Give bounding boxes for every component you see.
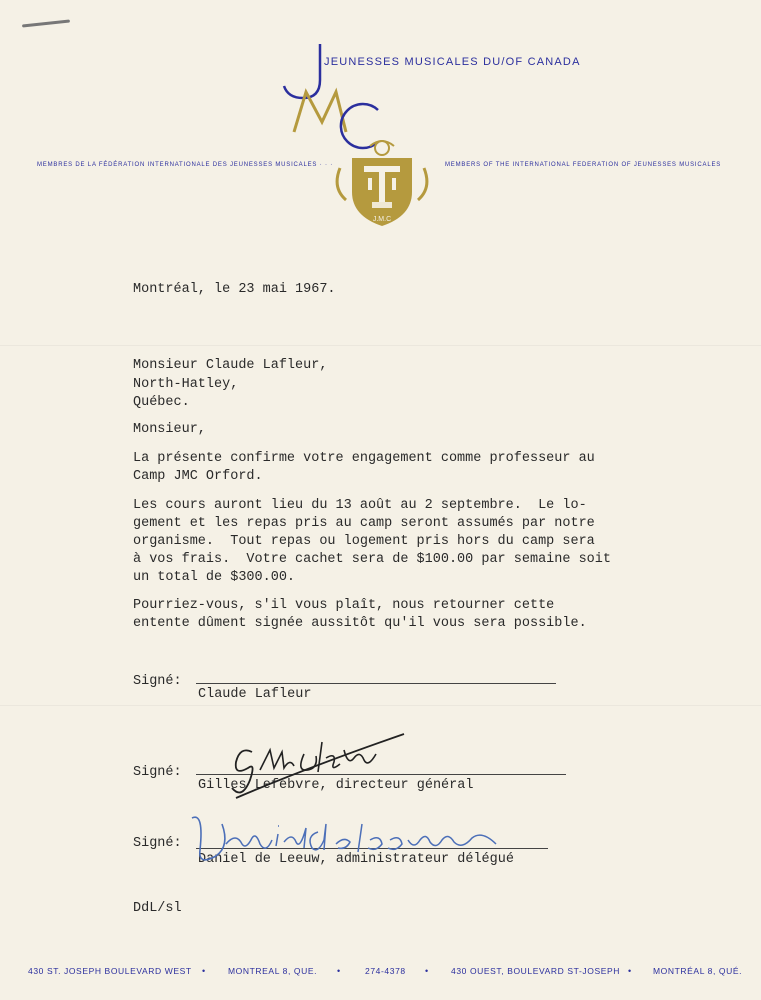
signatory-name: Daniel de Leeuw, administrateur délégué [198,852,514,867]
federation-french: MEMBRES DE LA FÉDÉRATION INTERNATIONALE DES JEUNESSES MUSICALES · · · [37,162,334,168]
body-line: un total de $300.00. [133,570,296,585]
footer-separator: • [337,966,341,976]
body-line: Camp JMC Orford. [133,469,263,484]
staple-mark [22,19,70,27]
footer-address-english: 430 ST. JOSEPH BOULEVARD WEST [28,966,192,976]
handwritten-signature-de-leeuw [186,810,506,870]
paper-fold [0,345,761,346]
organization-name: JEUNESSES MUSICALES DU/OF CANADA [324,56,581,68]
paper-fold [0,705,761,706]
signatory-name: Claude Lafleur [198,687,312,702]
footer-phone: 274-4378 [365,966,406,976]
signature-label: Signé: [133,765,182,780]
body-line: à vos frais. Votre cachet sera de $100.00 par semaine soit [133,552,611,567]
body-line: Pourriez-vous, s'il vous plaît, nous retourner cette [133,598,555,613]
reference-initials: DdL/sl [133,901,182,916]
recipient-line: Monsieur Claude Lafleur, [133,358,328,373]
salutation: Monsieur, [133,422,206,437]
signature-label: Signé: [133,836,182,851]
crest-emblem [330,138,434,230]
footer-address-french: 430 OUEST, BOULEVARD ST-JOSEPH [451,966,620,976]
body-line: entente dûment signée aussitôt qu'il vous sera possible. [133,616,587,631]
letterhead-footer [0,966,761,980]
footer-separator: • [628,966,632,976]
signature-line [196,683,556,684]
footer-city-english: MONTREAL 8, QUE. [228,966,318,976]
signature-label: Signé: [133,674,182,689]
footer-city-french: MONTRÉAL 8, QUÉ. [653,966,743,976]
recipient-line: Québec. [133,395,190,410]
footer-separator: • [202,966,206,976]
letter-date: Montréal, le 23 mai 1967. [133,282,336,297]
federation-english: MEMBERS OF THE INTERNATIONAL FEDERATION OF JEUNESSES MUSICALES [445,162,722,168]
body-line: La présente confirme votre engagement comme professeur au [133,451,595,466]
body-line: organisme. Tout repas ou logement pris hors du camp sera [133,534,595,549]
recipient-line: North-Hatley, [133,377,239,392]
body-line: Les cours auront lieu du 13 août au 2 septembre. Le lo- [133,498,587,513]
body-line: gement et les repas pris au camp seront assumés par notre [133,516,595,531]
signatory-name: Gilles Lefebvre, directeur général [198,778,474,793]
crest-label: J.M.C [372,216,392,223]
handwritten-signature-lefebvre [226,728,408,806]
footer-separator: • [425,966,429,976]
